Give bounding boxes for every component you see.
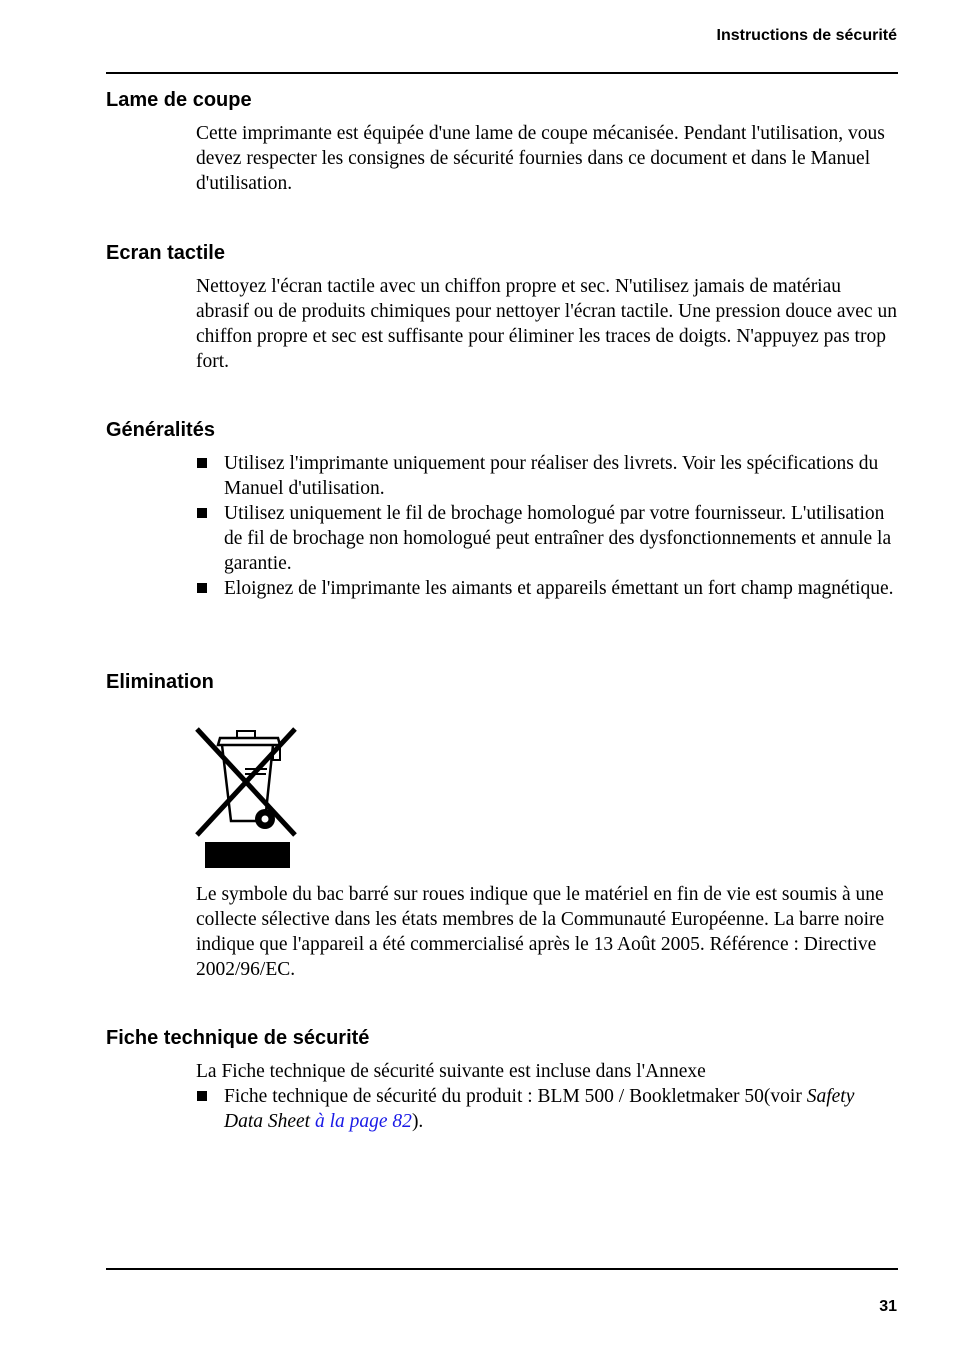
footer-rule <box>106 1268 898 1270</box>
fiche-list <box>196 1084 898 1134</box>
square-bullet-icon <box>197 583 207 593</box>
reference-title: Safety Data Sheet <box>224 1086 855 1132</box>
list-item-text: Utilisez uniquement le fil de brochage homologué par votre fournisseur. L'utilisation de fil de brochage non homologué peut entraîner des dysfonctionnements et annule la garantie. <box>224 503 892 574</box>
square-bullet-icon <box>197 458 207 468</box>
paragraph-lame-de-coupe: Cette imprimante est équipée d'une lame de coupe mécanisée. Pendant l'utilisation, vous devez respecter les consignes de sécurité fournies dans ce document et dans le Manuel d'utilisation. <box>196 123 885 194</box>
list-item-text: Eloignez de l'imprimante les aimants et appareils émettant un fort champ magnétique. <box>224 578 894 599</box>
heading-generalites: Généralités <box>106 419 215 441</box>
header-rule <box>106 72 898 74</box>
paragraph-fiche-intro: La Fiche technique de sécurité suivante est incluse dans l'Annexe <box>196 1061 706 1082</box>
paragraph-elimination: Le symbole du bac barré sur roues indique que le matériel en fin de vie est soumis à une collecte sélective dans les états membres de la Communauté Européenne. La barre noire indique que l'appareil a été commercialisé après le 13 Août 2005. Référence : Directive 2002/96/EC. <box>196 884 885 980</box>
closing-punctuation: ). <box>411 1111 424 1132</box>
page-number: 31 <box>879 1298 897 1315</box>
square-bullet-icon <box>197 1091 207 1101</box>
heading-elimination: Elimination <box>106 671 214 693</box>
running-header: Instructions de sécurité <box>716 27 897 44</box>
list-item <box>196 501 898 576</box>
list-item-text: Fiche technique de sécurité du produit : BLM 500 / Bookletmaker 50(voir <box>224 1086 807 1107</box>
heading-ecran-tactile: Ecran tactile <box>106 242 225 264</box>
crossed-out-wheelie-bin-icon <box>193 725 299 869</box>
list-item-text: Utilisez l'imprimante uniquement pour réaliser des livrets. Voir les spécifications du Manuel d'utilisation. <box>224 453 879 499</box>
heading-lame-de-coupe: Lame de coupe <box>106 89 252 111</box>
paragraph-ecran-tactile: Nettoyez l'écran tactile avec un chiffon propre et sec. N'utilisez jamais de matériau abrasif ou de produits chimiques pour nettoyer l'écran tactile. Une pression douce avec un chiffon propre et sec est suffisante pour éliminer les traces de doigts. N'appuyez pas trop fort. <box>196 276 897 372</box>
list-item <box>196 1084 898 1134</box>
square-bullet-icon <box>197 508 207 518</box>
generalites-list <box>196 451 898 601</box>
list-item <box>196 451 898 501</box>
list-item <box>196 576 898 601</box>
heading-fiche-technique: Fiche technique de sécurité <box>106 1027 370 1049</box>
page-reference-link[interactable]: à la page 82 <box>314 1111 412 1132</box>
